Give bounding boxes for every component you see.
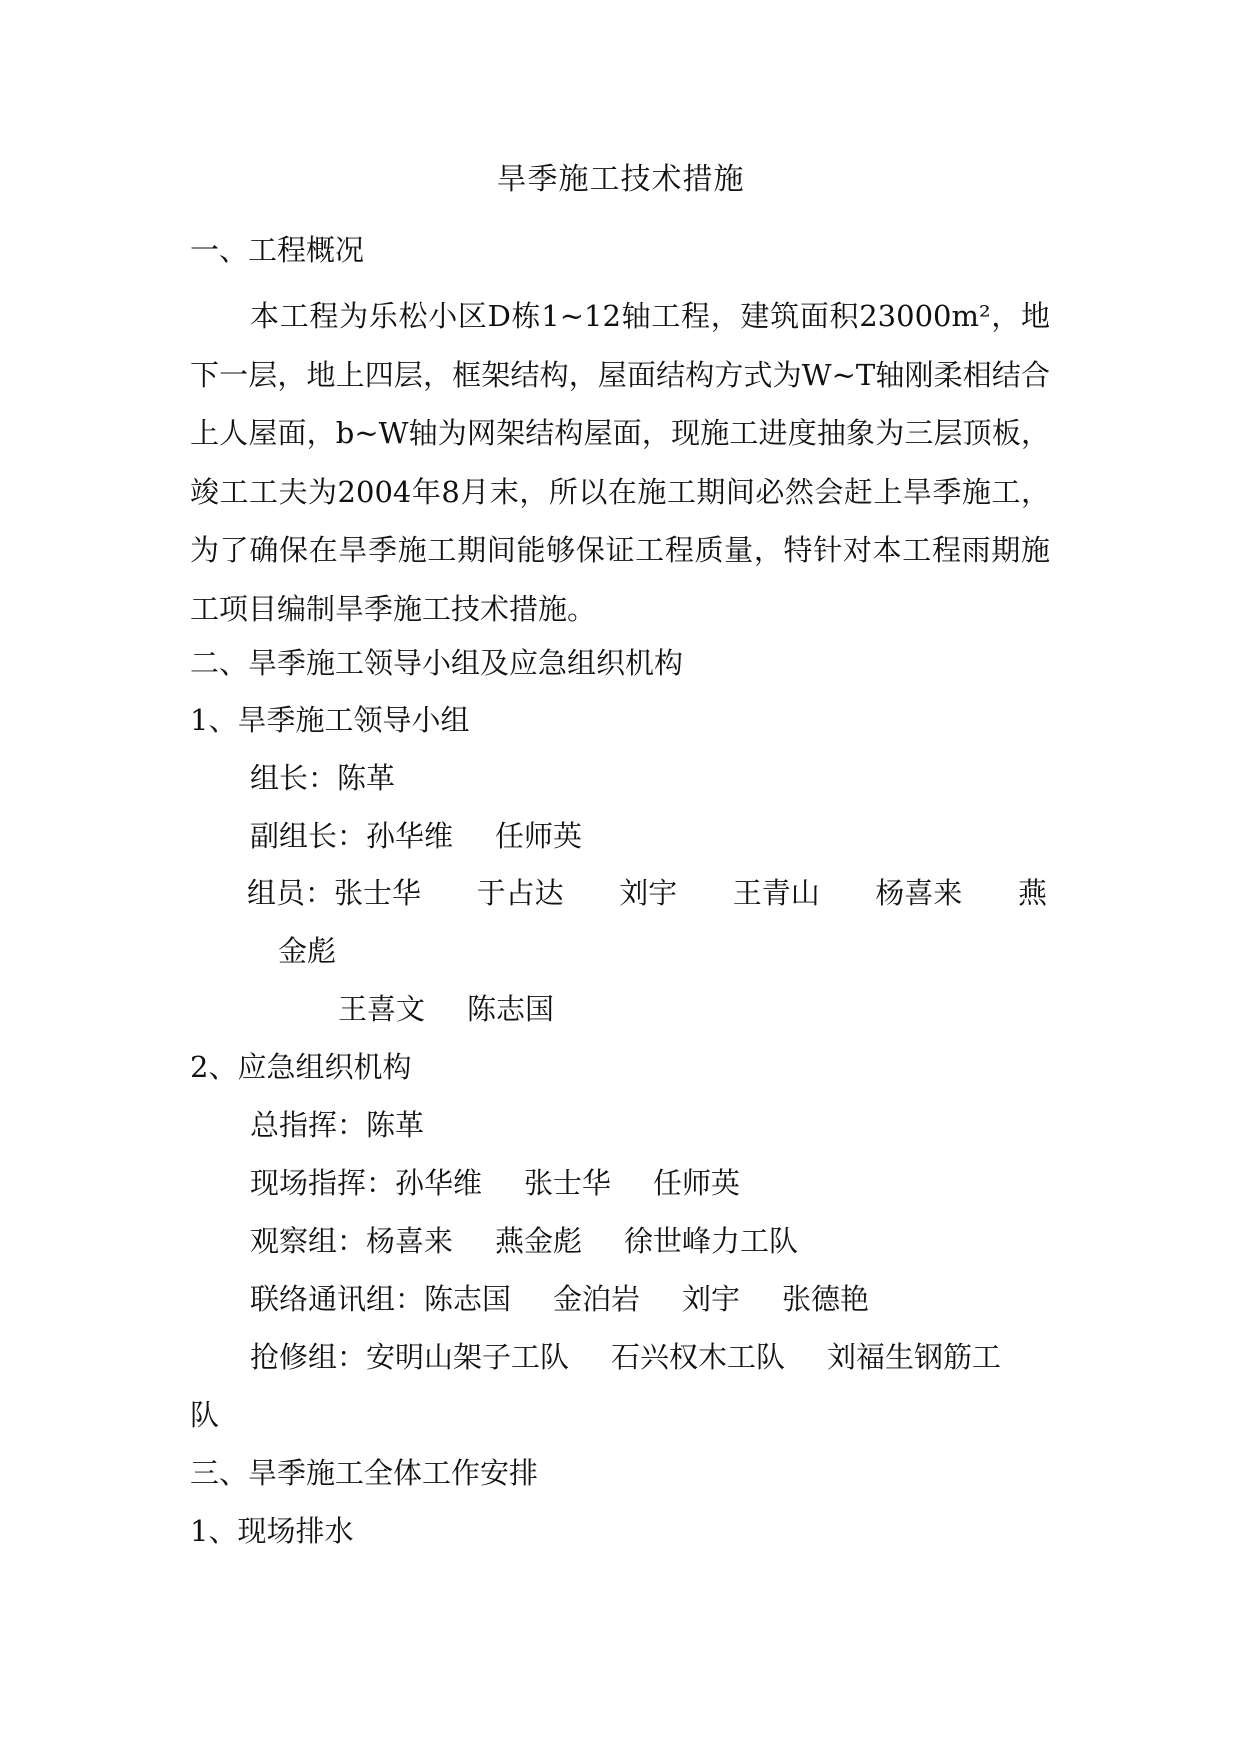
section-3-1-heading: 1、现场排水	[190, 1514, 354, 1548]
vice-leader-2: 任师英	[495, 819, 583, 853]
repair-label: 抢修组：安明山架子工队	[250, 1340, 570, 1374]
observe-item: 徐世峰力工队	[624, 1224, 799, 1258]
member-item: 于占达	[476, 876, 564, 910]
commander-line: 总指挥：陈革	[250, 1108, 425, 1142]
section-2-heading: 二、旱季施工领导小组及应急组织机构	[190, 646, 684, 680]
member-item: 杨喜来	[875, 876, 963, 910]
observe-item: 燕金彪	[495, 1224, 583, 1258]
communication-label: 联络通讯组：陈志国	[250, 1282, 512, 1316]
repair-wrap: 队	[190, 1398, 220, 1432]
communication-item: 金泊岩	[553, 1282, 641, 1316]
communication-item: 刘宇	[682, 1282, 741, 1316]
section-1-body: 本工程为乐松小区D栋1~12轴工程，建筑面积23000m²，地下一层，地上四层，框架结构，屋面结构方式为W~T轴刚柔相结合上人屋面，b~W轴为网架结构屋面，现施工进度抽象为三层顶板，竣工工夫为2004年8月末，所以在施工期间必然会赶上旱季施工，为了确保在旱季施工期间能够保证工程质量，特针对本工程雨期施工项目编制旱季施工技术措施。	[190, 299, 1050, 626]
communication-line	[250, 1279, 869, 1319]
member-item: 刘宇	[619, 876, 678, 910]
section-3-heading: 三、旱季施工全体工作安排	[190, 1456, 539, 1490]
communication-item: 张德艳	[782, 1282, 870, 1316]
members-row-3	[338, 989, 554, 1029]
site-command-label: 现场指挥：孙华维	[250, 1166, 483, 1200]
repair-item: 刘福生钢筋工	[827, 1340, 1002, 1374]
section-1-heading: 一、工程概况	[190, 233, 365, 267]
section-2-2-heading: 2、应急组织机构	[190, 1050, 412, 1084]
vice-leader-label: 副组长：孙华维	[250, 819, 454, 853]
repair-item: 石兴权木工队	[611, 1340, 786, 1374]
members-label: 组员：张士华	[247, 876, 422, 910]
members-line	[247, 873, 1047, 913]
observe-label: 观察组：杨喜来	[250, 1224, 454, 1258]
vice-leader-line	[250, 816, 582, 856]
repair-line	[250, 1337, 1001, 1377]
site-command-item: 任师英	[653, 1166, 741, 1200]
members-wrap: 金彪	[278, 934, 337, 968]
section-2-1-heading: 1、旱季施工领导小组	[190, 703, 470, 737]
member-item: 燕	[1017, 876, 1047, 910]
document-title: 旱季施工技术措施	[496, 162, 745, 197]
leader-line: 组长：陈革	[250, 761, 396, 795]
site-command-line	[250, 1163, 740, 1203]
site-command-item: 张士华	[524, 1166, 612, 1200]
member-item: 王喜文	[338, 992, 426, 1026]
member-item: 陈志国	[467, 992, 555, 1026]
observe-line	[250, 1221, 798, 1261]
member-item: 王青山	[732, 876, 820, 910]
